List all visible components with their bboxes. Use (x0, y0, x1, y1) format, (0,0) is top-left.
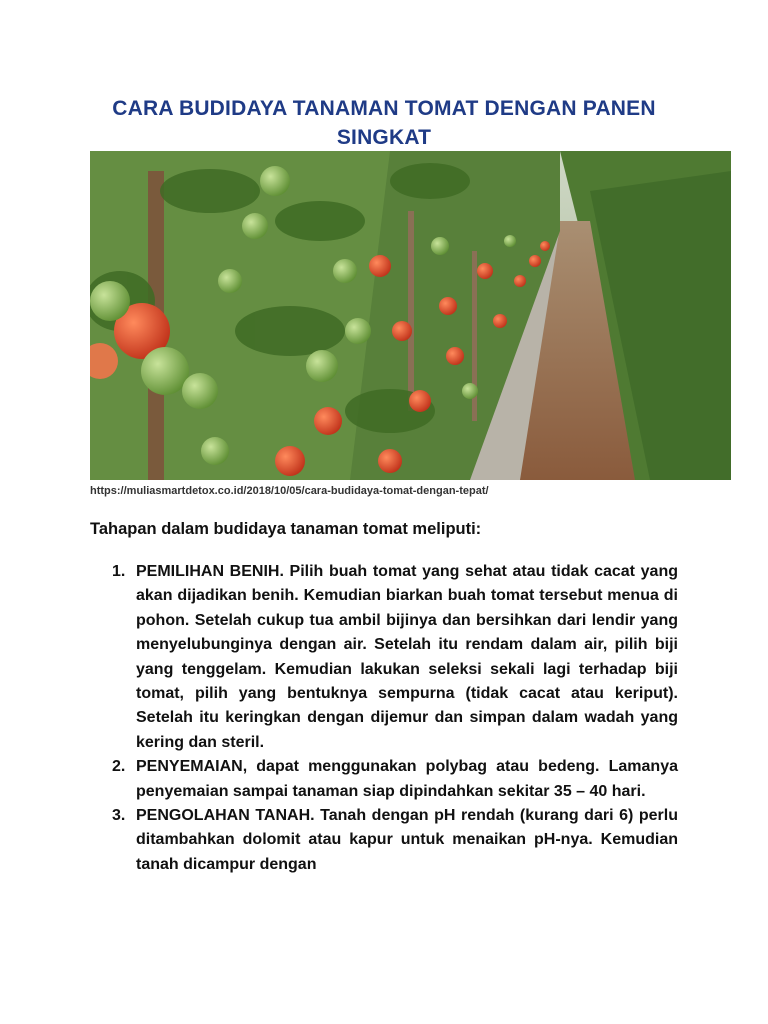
step-term: PENGOLAHAN TANAH (136, 807, 311, 825)
image-source-caption: https://muliasmartdetox.co.id/2018/10/05/cara-budidaya-tomat-dengan-tepat/ (90, 485, 489, 497)
step-text: , dapat menggunakan polybag atau bedeng. Lamanya penyemaian sampai tanaman siap dipindahkan sekitar 35 – 40 hari. (136, 758, 678, 800)
step-text: . Pilih buah tomat yang sehat atau tidak cacat yang akan dijadikan benih. Kemudian biarkan buah tomat tersebut menua di pohon. Setelah cukup tua ambil bijinya dan bersihkan dari lendir yang menyelubunginya dengan air. Setelah itu rendam dalam air, pilih biji yang tenggelam. Kemudian lakukan seleksi sekali lagi terhadap biji tomat, pilih yang bentuknya sempurna (tidak cacat atau keriput). Setelah itu keringkan dengan dijemur dan simpan dalam wadah yang kering dan steril. (136, 563, 678, 751)
list-item (98, 804, 678, 877)
step-number: 3. (112, 807, 126, 825)
step-number: 2. (112, 758, 126, 776)
step-text: . Tanah dengan pH rendah (kurang dari 6) perlu ditambahkan dolomit atau kapur untuk menaikan pH-nya. Kemudian tanah dicampur dengan (136, 807, 679, 873)
document-title: CARA BUDIDAYA TANAMAN TOMAT DENGAN PANEN SINGKAT (112, 97, 656, 149)
step-term: PENYEMAIAN (136, 758, 243, 776)
step-term: PEMILIHAN BENIH (136, 563, 280, 580)
tomato-plantation-photo (90, 151, 731, 480)
step-number: 1. (112, 563, 126, 580)
list-item (98, 560, 678, 755)
intro-text: Tahapan dalam budidaya tanaman tomat meliputi: (90, 520, 482, 538)
steps-list (98, 560, 678, 877)
list-item (98, 755, 678, 804)
